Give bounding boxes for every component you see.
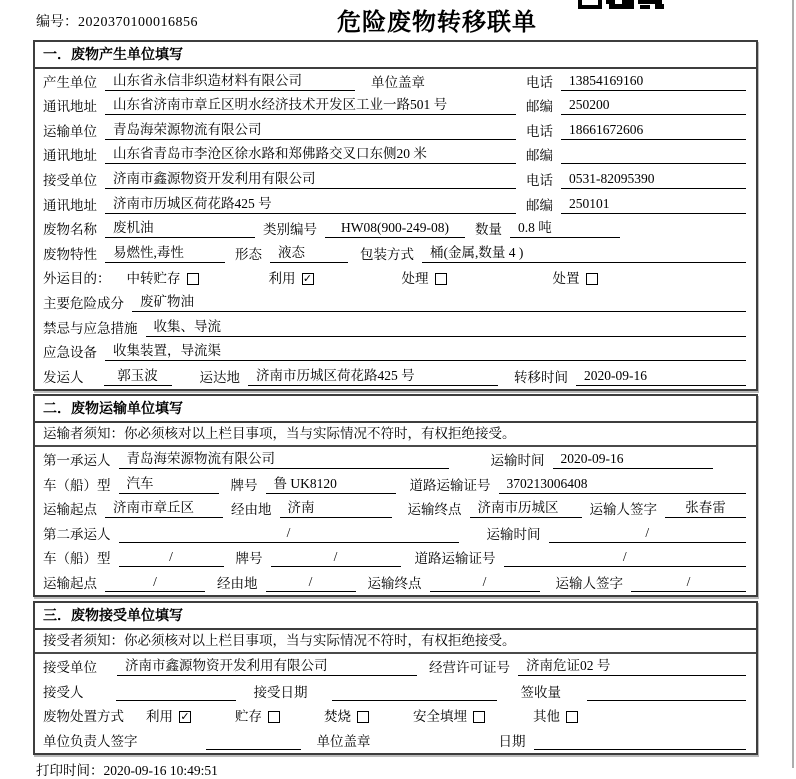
row-producer [35, 69, 756, 94]
receiver-name-value: 济南市鑫源物资开发利用有限公司 [105, 171, 516, 189]
route-end-value: 济南市历城区 [470, 500, 582, 518]
field-label: 通讯地址 [43, 197, 97, 213]
form-value: 液态 [270, 245, 348, 263]
unit-seal-label: 单位盖章 [316, 733, 371, 749]
road-permit-value: 370213006408 [499, 476, 747, 494]
row-waste-properties [35, 241, 756, 266]
section-producer [33, 40, 758, 391]
section-receiver [33, 601, 758, 755]
document-title: 危险废物转移联单 [337, 9, 537, 36]
option-treat [402, 271, 447, 287]
carrier-sign-value: 张春雷 [665, 500, 746, 518]
emergency-equipment-value: 收集装置，导流渠 [105, 343, 746, 361]
received-qty-label: 签收量 [520, 684, 561, 700]
option-dispose [553, 271, 598, 287]
row-disposal-method [35, 704, 756, 729]
field-label: 车（船）型 [43, 477, 111, 493]
serial-number: 2020370100016856 [78, 15, 198, 30]
row-transfer-purpose [35, 266, 756, 291]
transfer-time-value: 2020-09-16 [576, 368, 746, 386]
category-label: 类别编号 [263, 222, 317, 238]
field-label: 废物特性 [43, 246, 97, 262]
row-transporter-address [35, 143, 756, 168]
producer-zip-value: 250200 [561, 97, 746, 115]
purpose-label: 外运目的： [43, 271, 111, 287]
via-label: 经由地 [231, 502, 272, 518]
qr-code-fragment-icon [578, 0, 664, 10]
transporter-notice-text: 运输者须知：你必须核对以上栏目事项，当与实际情况不符时，有权拒绝接受。 [43, 426, 516, 442]
date-label: 日期 [498, 733, 526, 749]
row-receiver-address [35, 192, 756, 217]
field-label: 运输起点 [43, 502, 97, 518]
packaging-value: 桶(金属,数量 4 ) [422, 245, 746, 263]
transport-time-label: 运输时间 [486, 526, 541, 542]
section-transporter-title: 二．废物运输单位填写 [35, 396, 756, 423]
dispatcher-name-value: 郭玉波 [104, 368, 172, 386]
option-utilize [269, 271, 314, 287]
route-start-value: 济南市章丘区 [105, 500, 223, 518]
carrier-sign-label: 运输人签字 [589, 502, 657, 518]
row-dispatcher [35, 364, 756, 389]
plate-2-value: / [271, 549, 401, 567]
form-label: 形态 [235, 246, 262, 262]
date-value [534, 748, 747, 750]
vehicle-type-value: 汽车 [119, 476, 219, 494]
print-time-line [36, 759, 796, 779]
row-receiver-notice [35, 630, 756, 655]
via-label: 经由地 [217, 575, 258, 591]
carrier-sign-label: 运输人签字 [555, 575, 623, 591]
plate-label: 牌号 [230, 477, 258, 493]
zip-label: 邮编 [526, 99, 553, 115]
option-incinerate [324, 709, 369, 725]
producer-address-value: 山东省济南市章丘区明水经济技术开发区工业一路501 号 [105, 97, 516, 115]
zip-label: 邮编 [526, 148, 553, 164]
producer-name-value: 山东省永信非织造材料有限公司 [105, 73, 355, 91]
road-permit-2-value: / [504, 549, 747, 567]
field-label: 产生单位 [43, 74, 97, 90]
row-route-2 [35, 570, 756, 595]
field-label: 发运人 [43, 369, 84, 385]
route-end-2-value: / [430, 574, 540, 592]
phone-label: 电话 [526, 123, 553, 139]
option-transfer-storage [127, 271, 199, 287]
field-label: 运输单位 [43, 123, 97, 139]
zip-label: 邮编 [526, 197, 553, 213]
via-2-value: / [266, 574, 356, 592]
row-vehicle-2 [35, 546, 756, 571]
phone-label: 电话 [526, 74, 553, 90]
hazard-components-value: 废矿物油 [132, 294, 746, 312]
checkbox-storage [268, 711, 280, 723]
option-label: 安全填埋 [413, 709, 467, 725]
checkbox-landfill [473, 711, 485, 723]
via-value: 济南 [280, 500, 392, 518]
field-label: 接受单位 [43, 660, 97, 676]
road-permit-label: 道路运输证号 [414, 551, 496, 567]
option-label: 利用 [268, 271, 296, 287]
field-label: 第一承运人 [43, 452, 111, 468]
license-label: 经营许可证号 [429, 660, 510, 676]
print-time-value: 2020-09-16 10:49:51 [103, 762, 218, 778]
receiver-address-value: 济南市历城区荷花路425 号 [105, 196, 516, 214]
option-other [533, 709, 578, 725]
phone-label: 电话 [526, 172, 553, 188]
quantity-label: 数量 [475, 222, 502, 238]
row-vehicle-1 [35, 472, 756, 497]
row-first-carrier [35, 447, 756, 472]
plate-value: 鲁 UK8120 [266, 476, 396, 494]
waste-name-value: 废机油 [105, 220, 255, 238]
field-label: 运输起点 [43, 575, 97, 591]
vehicle-type-2-value: / [119, 549, 224, 567]
plate-label: 牌号 [235, 551, 263, 567]
option-label: 中转贮存 [126, 271, 181, 287]
receiver-notice-text: 接受者须知：你必须核对以上栏目事项，当与实际情况不符时，有权拒绝接受。 [43, 633, 516, 649]
option-label: 焚烧 [324, 709, 351, 725]
row-responsible-signature [35, 728, 756, 753]
field-label: 禁忌与应急措施 [43, 320, 138, 336]
disposal-method-label: 废物处置方式 [43, 709, 124, 725]
checkbox-dispose [586, 273, 598, 285]
waste-properties-value: 易燃性,毒性 [105, 245, 225, 263]
transport-time-label: 运输时间 [490, 452, 545, 468]
quantity-value: 0.8 吨 [510, 220, 620, 238]
section-receiver-title: 三．废物接受单位填写 [35, 603, 756, 630]
checkbox-utilize-checked: ✓ [180, 710, 190, 724]
checkbox-utilize-checked: ✓ [302, 272, 313, 286]
responsible-sign-label: 单位负责人签字 [43, 733, 138, 749]
acceptor-value [116, 699, 236, 701]
road-permit-label: 道路运输证号 [409, 477, 491, 493]
accept-date-label: 接受日期 [253, 684, 308, 700]
accepting-unit-value: 济南市鑫源物资开发利用有限公司 [117, 658, 417, 676]
row-emergency-equipment [35, 340, 756, 365]
row-second-carrier [35, 521, 756, 546]
row-emergency-measures [35, 315, 756, 340]
option-label: 贮存 [235, 709, 262, 725]
row-hazard-components [35, 290, 756, 315]
license-value: 济南危证02 号 [518, 658, 746, 676]
carrier-sign-2-value: / [631, 574, 746, 592]
category-code-value: HW08(900-249-08) [325, 220, 465, 238]
route-start-2-value: / [105, 574, 205, 592]
received-qty-value [587, 699, 746, 701]
row-receiver [35, 167, 756, 192]
destination-label: 运达地 [199, 369, 240, 385]
row-accepting-unit [35, 654, 756, 679]
route-end-label: 运输终点 [367, 575, 422, 591]
packaging-label: 包装方式 [360, 246, 414, 262]
transporter-name-value: 青岛海荣源物流有限公司 [105, 122, 516, 140]
accept-date-value [332, 699, 497, 701]
first-carrier-value: 青岛海荣源物流有限公司 [119, 451, 449, 469]
checkbox-transfer-storage [187, 273, 199, 285]
row-producer-address [35, 94, 756, 119]
emergency-measures-value: 收集、导流 [146, 319, 747, 337]
field-label: 车（船）型 [43, 551, 111, 567]
field-label: 接受单位 [43, 172, 97, 188]
field-label: 第二承运人 [43, 526, 111, 542]
receiver-phone-value: 0531-82095390 [561, 171, 746, 189]
option-landfill [413, 709, 485, 725]
field-label: 废物名称 [43, 222, 97, 238]
transport-time-2-value: / [549, 525, 747, 543]
checkbox-treat [435, 273, 447, 285]
receiver-zip-value: 250101 [561, 196, 746, 214]
second-carrier-value: / [119, 525, 459, 543]
row-route-1 [35, 497, 756, 522]
option-label: 处置 [552, 271, 580, 287]
section-producer-title: 一．废物产生单位填写 [35, 42, 756, 69]
route-end-label: 运输终点 [407, 502, 462, 518]
document-header [0, 0, 796, 40]
row-acceptor [35, 679, 756, 704]
row-transporter [35, 118, 756, 143]
field-label: 应急设备 [43, 345, 97, 361]
option-label: 其他 [533, 709, 560, 725]
option-label: 利用 [146, 709, 173, 725]
transporter-phone-value: 18661672606 [561, 122, 746, 140]
transporter-address-value: 山东省青岛市李沧区徐水路和郑佛路交叉口东侧20 米 [105, 146, 516, 164]
row-waste-name [35, 217, 756, 242]
row-transporter-notice [35, 423, 756, 448]
field-label: 接受人 [43, 684, 84, 700]
field-label: 通讯地址 [43, 99, 97, 115]
seal-label: 单位盖章 [371, 74, 425, 90]
destination-value: 济南市历城区荷花路425 号 [248, 368, 498, 386]
option-label: 处理 [401, 271, 429, 287]
transporter-zip-value [561, 162, 746, 164]
field-label: 主要危险成分 [43, 295, 124, 311]
section-transporter [33, 394, 758, 597]
responsible-sign-value [206, 748, 301, 750]
transfer-time-label: 转移时间 [514, 369, 568, 385]
option-utilize [146, 709, 191, 725]
checkbox-other [566, 711, 578, 723]
print-time-label: 打印时间： [36, 762, 104, 778]
option-storage [235, 709, 280, 725]
transport-time-value: 2020-09-16 [553, 451, 713, 469]
serial-label: 编号： [36, 15, 78, 30]
checkbox-incinerate [357, 711, 369, 723]
field-label: 通讯地址 [43, 148, 97, 164]
scan-page-edge [792, 0, 794, 768]
producer-phone-value: 13854169160 [561, 73, 746, 91]
